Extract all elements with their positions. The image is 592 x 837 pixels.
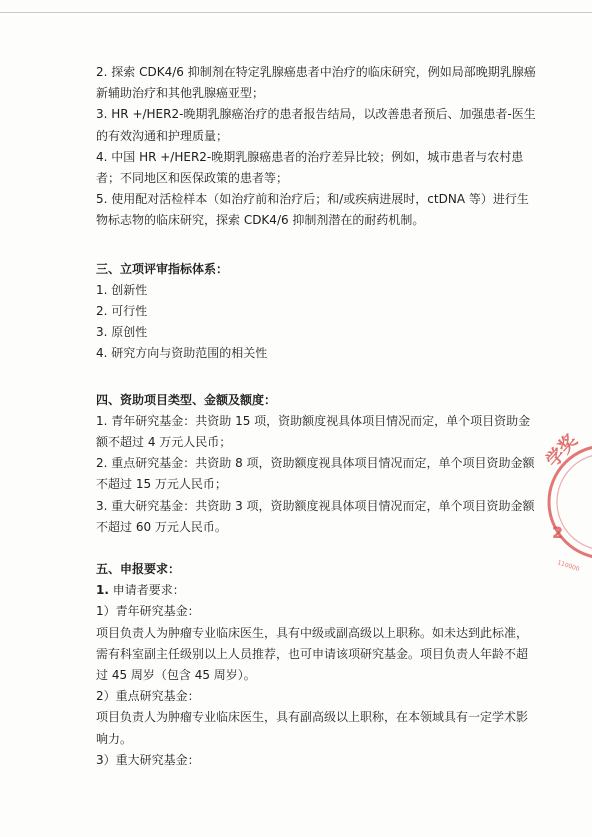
document-body [96, 62, 536, 771]
applicant-requirements-label: 申请者要求： [108, 583, 185, 598]
applicant-requirements-heading [96, 580, 536, 601]
applicant-requirements-number: 1. [96, 583, 109, 598]
major-fund-heading: 3）重大研究基金： [96, 752, 200, 767]
section-five-title: 五、申报要求： [96, 562, 181, 577]
section-two-item-3: 3. HR +/HER2-晚期乳腺癌治疗的患者报告结局，以改善患者预后、加强患者-医生的有效沟通和护理质量； [96, 107, 536, 143]
seal-partial-glyph: 2 [552, 523, 564, 542]
funding-item-major: 3. 重大研究基金：共资助 3 项，资助额度视具体项目情况而定，单个项目资助金额不超过 60 万元人民币。 [96, 498, 535, 534]
youth-fund-requirement: 项目负责人为肿瘤专业临床医生，具有中级或副高级以上职称。如未达到此标准，需有科室副主任级别以上人员推荐，也可申请该项研究基金。项目负责人年龄不超过 45 周岁（包含 45 周岁）。 [96, 625, 529, 683]
key-fund-requirement: 项目负责人为肿瘤专业临床医生，具有副高级以上职称，在本领域具有一定学术影响力。 [96, 710, 529, 746]
official-seal [540, 430, 592, 580]
criteria-item-1: 1. 创新性 [96, 282, 148, 297]
criteria-item-2: 2. 可行性 [96, 304, 148, 319]
criteria-item-3: 3. 原创性 [96, 325, 148, 340]
seal-top-text: 学奖 [542, 430, 582, 472]
key-fund-heading: 2）重点研究基金： [96, 689, 200, 704]
section-two-item-4: 4. 中国 HR +/HER2-晚期乳腺癌患者的治疗差异比较；例如，城市患者与农村患者；不同地区和医保政策的患者等； [96, 149, 524, 186]
section-four-title: 四、资助项目类型、金额及额度： [96, 392, 277, 407]
funding-item-youth: 1. 青年研究基金：共资助 15 项，资助额度视具体项目情况而定，单个项目资助金额不超过 4 万元人民币； [96, 413, 531, 450]
section-two-item-2: 2. 探索 CDK4/6 抑制剂在特定乳腺癌患者中治疗的临床研究，例如局部晚期乳腺癌新辅助治疗和其他乳腺癌亚型； [96, 65, 536, 101]
criteria-item-4: 4. 研究方向与资助范围的相关性 [96, 346, 268, 361]
funding-item-key: 2. 重点研究基金：共资助 8 项，资助额度视具体项目情况而定，单个项目资助金额不超过 15 万元人民币； [96, 456, 535, 492]
section-three-title: 三、立项评审指标体系： [96, 261, 229, 276]
section-two-item-5: 5. 使用配对活检样本（如治疗前和治疗后；和/或疾病进展时，ctDNA 等）进行生物标志物的临床研究，探索 CDK4/6 抑制剂潜在的耐药机制。 [96, 192, 529, 228]
youth-fund-heading: 1）青年研究基金： [96, 604, 200, 619]
page-top-border [0, 12, 592, 13]
seal-serial-number: 110000 [556, 559, 581, 573]
